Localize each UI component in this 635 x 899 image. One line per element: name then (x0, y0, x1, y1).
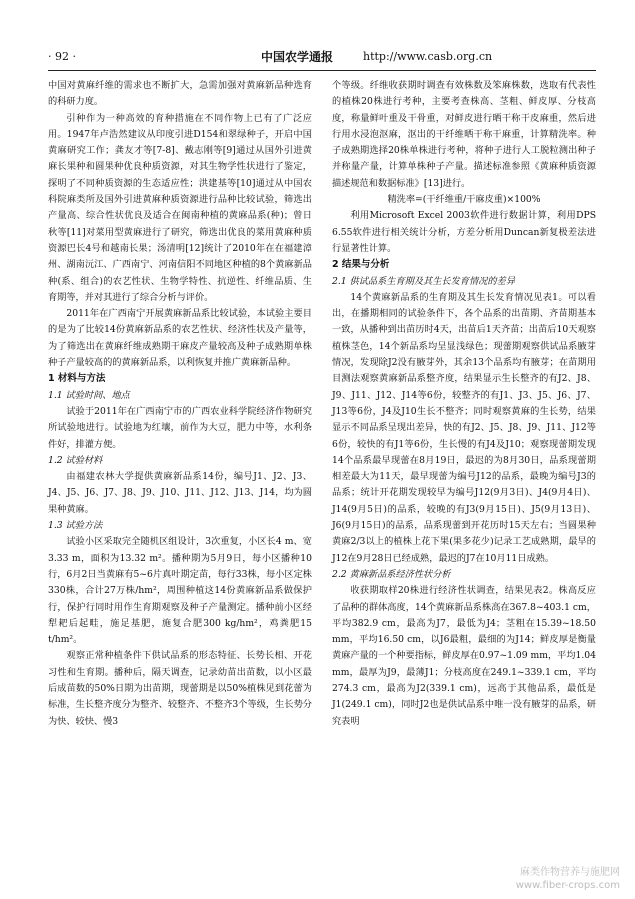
watermark (470, 866, 620, 892)
subsection-heading: 1.2 试验材料 (48, 454, 103, 466)
paragraph: 试验小区采取完全随机区组设计，3次重复，小区长4 m、宽3.33 m，面积为13.32 m²。播种期为5月9日，每小区播种10行，6月2日当黄麻有5~6片真叶期定苗，每行33株，每小区定株330株，合计27万株/hm²，周围种植这14份黄麻新品系做保护行，保护行同时用作生育期观察及种子产量测定。播种前小区经犁耙后起畦，施足基肥，施复合肥300 kg/hm²，鸡粪肥15 t/hm²。 (48, 536, 312, 646)
page-header (48, 46, 596, 68)
section-heading: 1 材料与方法 (48, 373, 106, 385)
paragraph: 收获期取样20株进行经济性状调查，结果见表2。株高反应了品种的群体高度，14个黄麻新品系株高在367.8~403.1 cm，平均382.9 cm，最高为J7，最低为J4；茎粗在15.39~18.50 mm，平均16.50 cm，以J6最粗，最细的为J14；鲜皮厚是衡量黄麻产量的一个种要指标，鲜皮厚在0.97~1.09 mm，平均1.04 mm，最厚为J9，最薄J1；分枝高度在249.1~339.1 cm，平均274.3 cm，最高为J2(339.1 cm)，远高于其他品系，最低是J1(249.1 cm)，同时J2也是供试品系中唯一没有腋芽的品系，研究表明 (332, 585, 596, 727)
subsection-heading: 2.2 黄麻新品系经济性状分析 (332, 568, 451, 580)
paragraph: 中国对黄麻纤维的需求也不断扩大，急需加强对黄麻新品种选育的科研力度。 (48, 80, 312, 108)
section-heading: 2 结果与分析 (332, 259, 390, 271)
paragraph: 14个黄麻新品系的生育期及其生长发育情况见表1。可以看出，在播期相同的试验条件下，各个品系的出苗期、齐苗期基本一致，从播种到出苗历时4天，出苗后1天齐苗；出苗后10天观察植株茎色，14个新品系均呈显浅绿色；现蕾期观察供试品系腋芽情况，发现除J2没有腋芽外，其余13个品系均有腋芽；在苗期用目测法观察黄麻新品系整齐度，结果显示生长整齐的有J2、J8、J9、J11、J12、J14等6份，较整齐的有J1、J3、J5、J6、J7、J13等6份，J4及J10生长不整齐；同时观察黄麻的生长势，结果显示不同品系呈现出差异，快的有J2、J5、J8、J9、J11、J12等6份，较快的有J1等6份，生长慢的有J4及J10；观察现蕾期发现14个品系最早现蕾在8月19日，最迟的为8月30日，品系现蕾期相差最大为11天，最早现蕾为编号J12的品系，最晚为编号J3的品系；统计开花期发现较早为编号J12(9月3日)、J4(9月4日)、J14(9月5日)的品系，较晚的有J3(9月15日)、J5(9月13日)、J6(9月15日)的品系，品系现蕾到开花历时15天左右；当圆果种黄麻2/3以上的植株上花下果(果多花少)记录工艺成熟期，最早的J12在9月28日已经成熟，最迟的J7在10月11日成熟。 (332, 291, 596, 564)
right-column (332, 78, 596, 730)
paragraph: 个等级。纤维收获期时调查有效株数及笨麻株数，选取有代表性的植株20株进行考种，主要考查株高、茎粗、鲜皮厚、分枝高度，称量鲜叶重及干骨重，对鲜皮进行晒干称干皮麻重，然后进行用水浸泡沤麻，沤出的干纤维晒干称干麻重，计算精洗率。种子成熟期选择20株单株进行考种，将种子进行人工脱粒测出种子并称量产量，计算单株种子产量。描述标准参照《黄麻种质资源描述规范和数据标准》[13]进行。 (332, 80, 596, 189)
paragraph: 引种作为一种高效的育种措施在不同作物上已有了广泛应用。1947年卢浩然建议从印度引进D154和翠绿种子，开启中国黄麻研究工作；龚友才等[7-8]、戴志刚等[9]通过从国外引进黄麻长果种和圆果种优良种质资源，对其生物学性状进行了鉴定，探明了不同种质资源的生态适应性；洪建基等[10]通过从中国农科院麻类所及国外引进黄麻种质资源进行品种比较试验，筛选出产量高、综合性状优良及适合在闽南种植的黄麻品系(种)；曾日秋等[11]对菜用型黄麻进行了研究，筛选出优良的菜用黄麻种质资源巴长4号和越南长果；汤清明[12]统计了2010年在在福建漳州、湖南沅江、广西南宁、河南信阳不同地区种植的8个黄麻新品种(系、组合)的农艺性状、生物学特性、抗逆性、纤维品质、生育期等，并对其进行了综合分析与评价。 (48, 112, 312, 303)
page-number: · 92 · (48, 50, 76, 63)
watermark-line-1: 麻类作物营养与施肥网 (520, 867, 620, 878)
paragraph: 试验于2011年在广西南宁市的广西农业科学院经济作物研究所试验地进行。试验地为红壤，前作为大豆，肥力中等，水利条件好，排灌方便。 (48, 405, 312, 450)
paragraph: 2011年在广西南宁开展黄麻新品系比较试验，本试验主要目的是为了比较14份黄麻新品系的农艺性状、经济性状及产量等，为了筛选出在黄麻纤维成熟期干麻皮产量较高及种子成熟期单株种子产量较高的的黄麻新品系，以利恢复并推广黄麻新品种。 (48, 308, 312, 369)
formula: 精洗率=(干纤维重/干麻皮重)×100% (387, 194, 541, 206)
journal-url[interactable]: http://www.casb.org.cn (363, 50, 493, 63)
watermark-line-2: www.fiber-crops.com (515, 880, 620, 891)
subsection-heading: 2.1 供试品系生育期及其生长发育情况的差异 (332, 275, 515, 287)
subsection-heading: 1.3 试验方法 (48, 520, 103, 532)
paragraph: 由福建农林大学提供黄麻新品系14份，编号J1、J2、J3、J4、J5、J6、J7、J8、J9、J10、J11、J12、J13、J14，均为圆果种黄麻。 (48, 471, 312, 515)
paragraph: 利用Microsoft Excel 2003软件进行数据计算，利用DPS 6.55软件进行相关统计分析，方差分析用Duncan新复极差法进行显著性计算。 (332, 210, 596, 254)
subsection-heading: 1.1 试验时间、地点 (48, 389, 130, 401)
journal-title: 中国农学通报 (261, 50, 334, 64)
header-rule (48, 70, 596, 71)
paragraph: 观察正常种植条件下供试品系的形态特征、长势长相、开花习性和生育期。播种后，隔天调查，记录幼苗出苗数，以小区最后成苗数的50%日期为出苗期，现蕾期是以50%植株见到花蕾为标准，生长整齐度分为整齐、较整齐、不整齐3个等级，生长势分为快、较快、慢3 (48, 650, 312, 727)
left-column (48, 78, 312, 730)
